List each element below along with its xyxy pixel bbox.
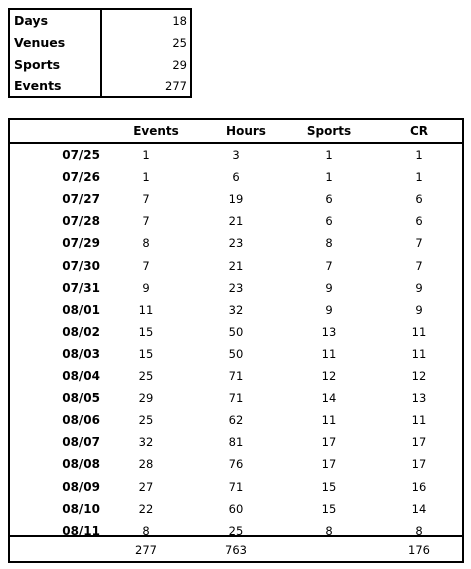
cell-sports: 6 [325,192,333,206]
cell-events: 15 [138,347,154,361]
summary-box [8,8,192,98]
summary-row-events [10,75,190,97]
cell-sports: 11 [321,347,337,361]
cell-cr: 14 [411,502,427,516]
cell-events: 9 [142,281,150,295]
cell-events: 8 [142,236,150,250]
row-date-label: 08/05 [62,391,100,405]
schedule-table [8,118,464,563]
cell-sports: 8 [325,236,333,250]
row-date-label: 08/09 [62,480,100,494]
cell-sports: 14 [321,391,337,405]
cell-events: 27 [138,480,154,494]
cell-hours: 50 [228,325,244,339]
cell-events: 8 [142,524,150,538]
cell-sports: 7 [325,259,333,273]
total-hours: 763 [225,543,247,557]
header-hours: Hours [226,124,266,138]
row-date-label: 08/10 [62,502,100,516]
cell-events: 32 [138,435,154,449]
cell-cr: 12 [411,369,427,383]
cell-sports: 9 [325,303,333,317]
row-date-label: 08/01 [62,303,100,317]
cell-sports: 15 [321,502,337,516]
cell-cr: 9 [415,281,423,295]
cell-sports: 11 [321,413,337,427]
cell-hours: 50 [228,347,244,361]
cell-cr: 11 [411,413,427,427]
row-date-label: 07/26 [62,170,100,184]
cell-hours: 62 [228,413,244,427]
cell-events: 7 [142,192,150,206]
cell-hours: 21 [228,259,244,273]
cell-events: 1 [142,148,150,162]
summary-value: 25 [172,36,187,50]
cell-hours: 6 [232,170,240,184]
cell-sports: 1 [325,148,333,162]
header-sports: Sports [306,124,352,138]
cell-sports: 15 [321,480,337,494]
cell-events: 25 [138,369,154,383]
cell-cr: 11 [411,347,427,361]
cell-cr: 13 [411,391,427,405]
summary-row-days [10,10,190,32]
cell-hours: 3 [232,148,240,162]
summary-label: Venues [14,35,66,50]
row-date-label: 08/03 [62,347,100,361]
cell-cr: 16 [411,480,427,494]
cell-hours: 60 [228,502,244,516]
cell-hours: 71 [228,391,244,405]
cell-sports: 12 [321,369,337,383]
row-date-label: 07/25 [62,148,100,162]
cell-cr: 6 [415,214,423,228]
cell-hours: 23 [228,236,244,250]
summary-value: 18 [172,14,187,28]
cell-hours: 71 [228,480,244,494]
cell-events: 11 [138,303,154,317]
total-sports [299,540,359,560]
cell-events: 1 [142,170,150,184]
cell-hours: 71 [228,369,244,383]
cell-cr: 11 [411,325,427,339]
cell-hours: 23 [228,281,244,295]
cell-hours: 76 [228,457,244,471]
cell-sports: 13 [321,325,337,339]
summary-value: 29 [172,58,187,72]
row-date-label: 08/11 [62,524,100,538]
summary-value: 277 [165,79,187,93]
cell-events: 7 [142,259,150,273]
cell-events: 28 [138,457,154,471]
row-date-label: 08/06 [62,413,100,427]
cell-sports: 8 [325,524,333,538]
cell-events: 25 [138,413,154,427]
cell-events: 29 [138,391,154,405]
summary-row-venues [10,32,190,54]
cell-hours: 21 [228,214,244,228]
cell-hours: 81 [228,435,244,449]
cell-sports: 6 [325,214,333,228]
row-date-label: 07/29 [62,236,100,250]
cell-cr: 17 [411,457,427,471]
row-date-label: 08/07 [62,435,100,449]
cell-events: 7 [142,214,150,228]
cell-sports: 17 [321,457,337,471]
row-date-label: 07/30 [62,259,100,273]
summary-row-sports [10,54,190,76]
row-date-label: 08/02 [62,325,100,339]
header-events: Events [133,124,179,138]
cell-cr: 7 [415,259,423,273]
cell-cr: 7 [415,236,423,250]
cell-sports: 9 [325,281,333,295]
summary-label: Events [14,78,62,93]
row-date-label: 07/31 [62,281,100,295]
total-events: 277 [135,543,157,557]
cell-cr: 1 [415,148,423,162]
cell-hours: 32 [228,303,244,317]
cell-hours: 19 [228,192,244,206]
row-date-label: 08/04 [62,369,100,383]
cell-cr: 17 [411,435,427,449]
cell-events: 22 [138,502,154,516]
cell-hours: 25 [228,524,244,538]
total-cr: 176 [408,543,430,557]
row-date-label: 07/28 [62,214,100,228]
header-divider [10,142,462,144]
cell-cr: 1 [415,170,423,184]
cell-cr: 8 [415,524,423,538]
cell-sports: 1 [325,170,333,184]
cell-cr: 9 [415,303,423,317]
row-date-label: 07/27 [62,192,100,206]
header-cr: CR [409,124,429,138]
summary-label: Days [14,13,49,28]
summary-label: Sports [14,57,61,72]
cell-sports: 17 [321,435,337,449]
cell-events: 15 [138,325,154,339]
cell-cr: 6 [415,192,423,206]
row-date-label: 08/08 [62,457,100,471]
